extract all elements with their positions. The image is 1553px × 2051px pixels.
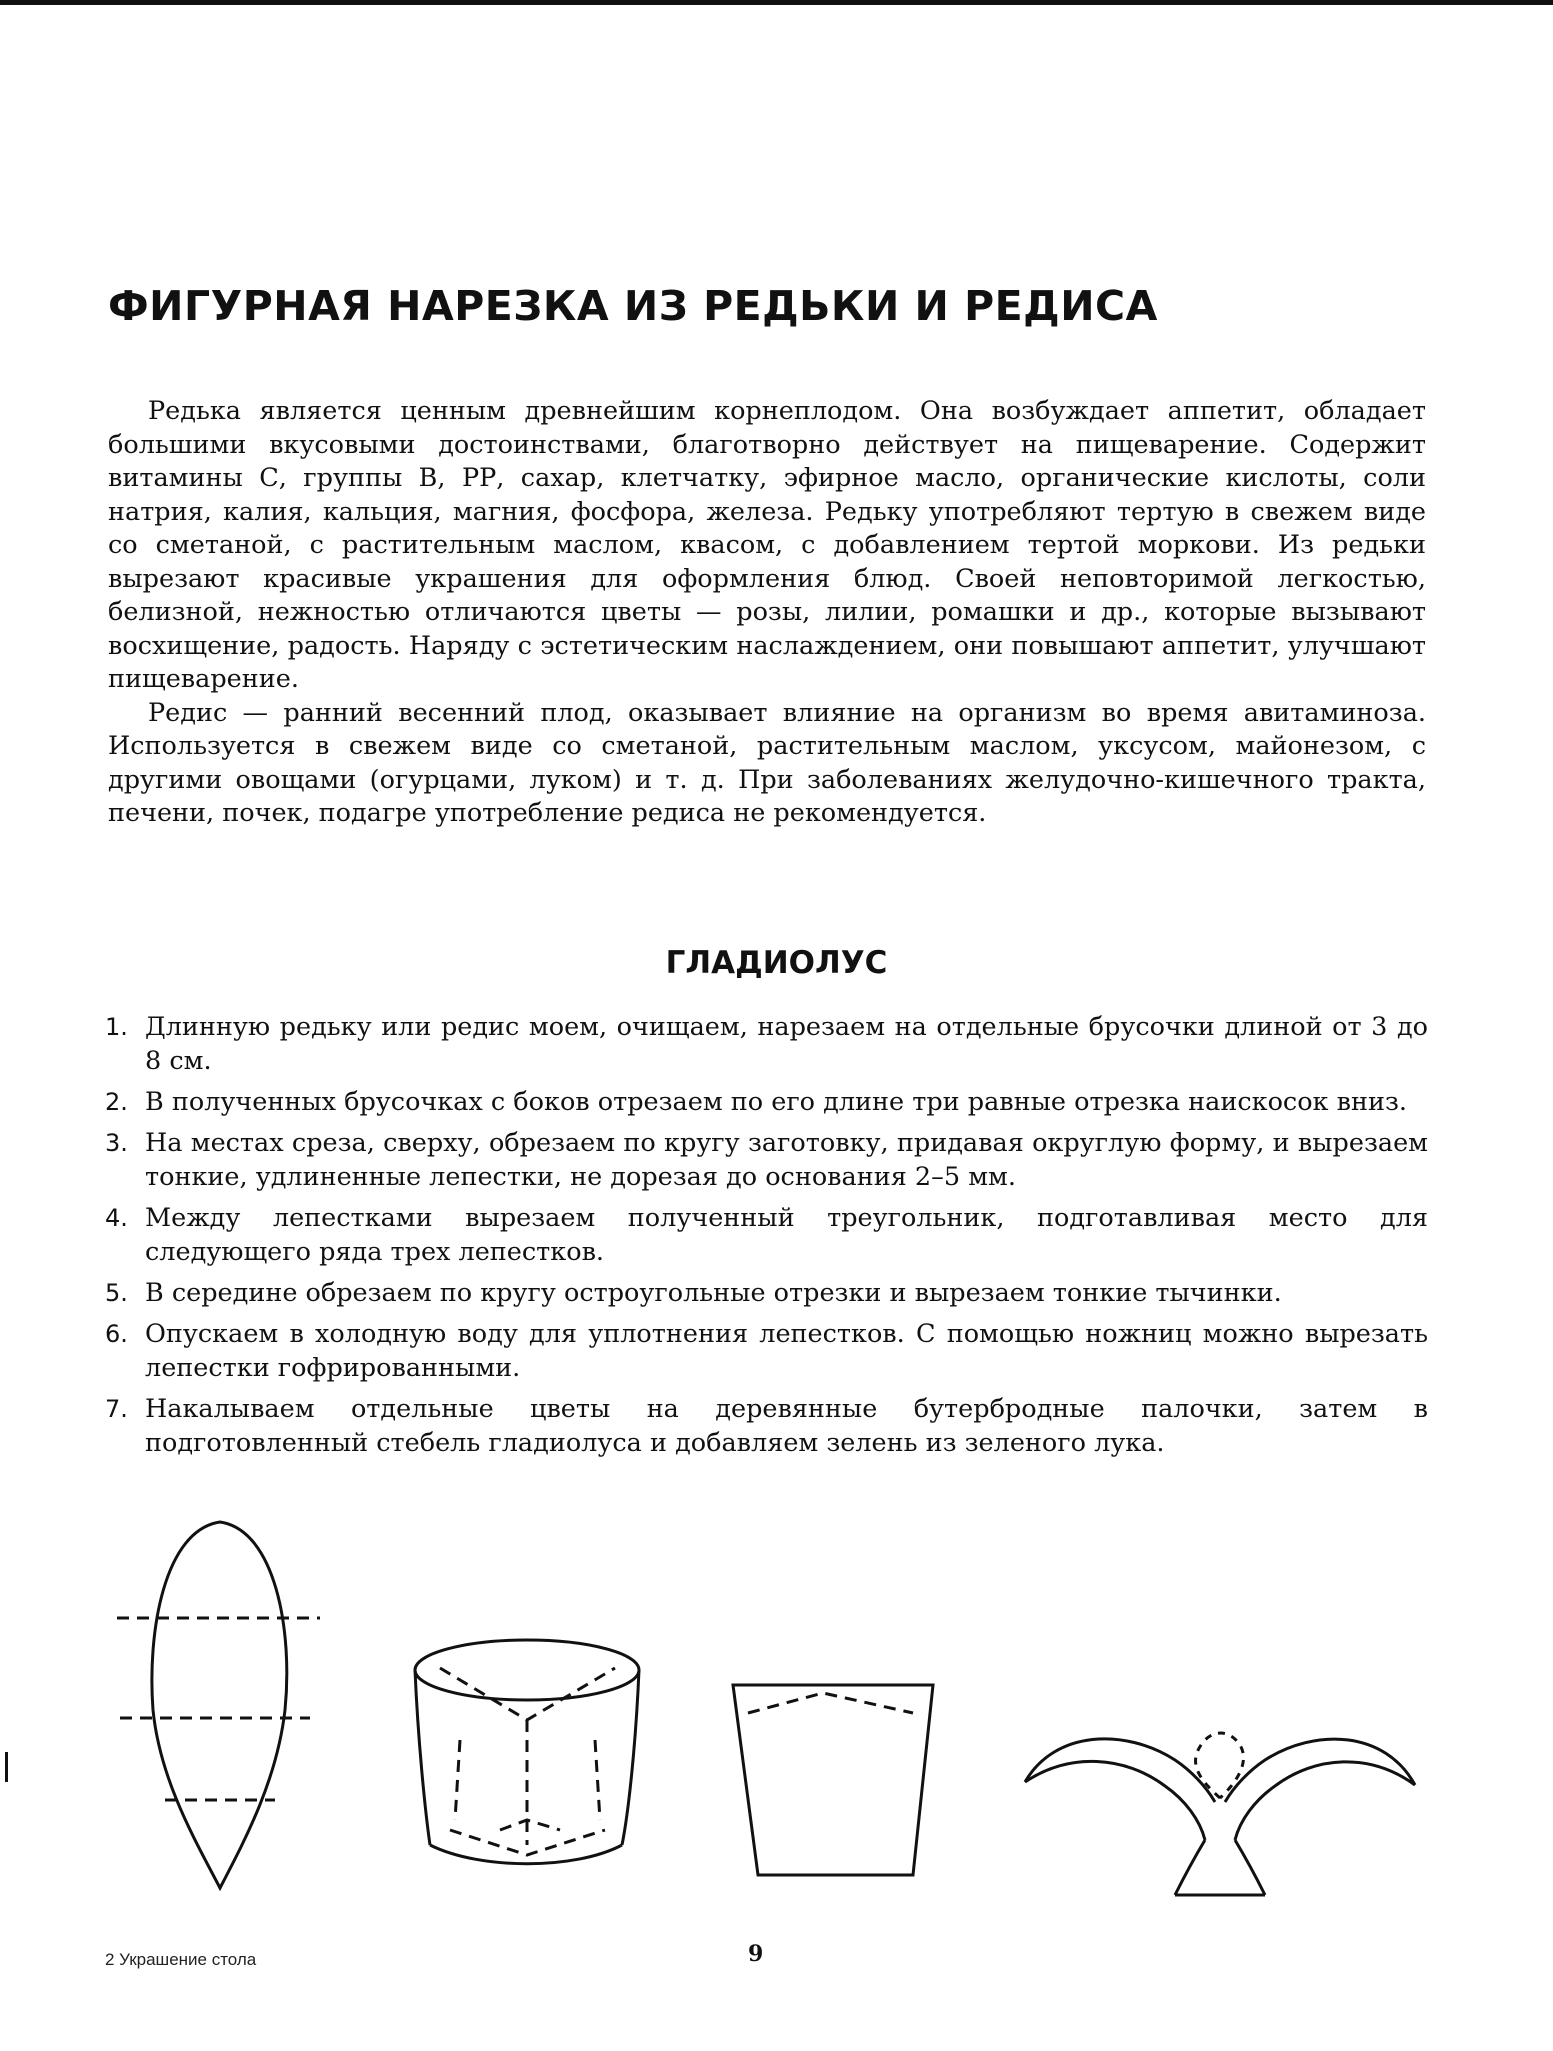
cylinder-top-ellipse	[415, 1640, 639, 1700]
trapezoid-top-dashes	[748, 1693, 913, 1713]
cylinder-bottom	[430, 1845, 622, 1864]
step-number: 7.	[105, 1395, 128, 1423]
step-item	[105, 1010, 1428, 1078]
step-text: Длинную редьку или редис моем, очищаем, нарезаем на отдельные брусочки длиной от 3 до 8 см.	[145, 1012, 1428, 1076]
steps-list	[105, 1010, 1428, 1467]
intro-text	[108, 395, 1426, 831]
step-number: 1.	[105, 1013, 128, 1041]
step-item	[105, 1085, 1428, 1119]
step-number: 6.	[105, 1320, 128, 1348]
step-text: На местах среза, сверху, обрезаем по кругу заготовку, придавая округлую форму, и вырезаем тонкие, удлиненные лепестки, не дорезая до основания 2–5 мм.	[145, 1128, 1428, 1192]
section-title-gladiolus: ГЛАДИОЛУС	[665, 945, 888, 981]
step-item	[105, 1201, 1428, 1269]
step-item	[105, 1276, 1428, 1310]
step-text: Между лепестками вырезаем полученный треугольник, подготавливая место для следующего ряда трех лепестков.	[145, 1203, 1428, 1267]
petal-right-inner	[1235, 1762, 1415, 1840]
page-title: ФИГУРНАЯ НАРЕЗКА ИЗ РЕДЬКИ И РЕДИСА	[108, 282, 1158, 330]
cylinder-side-right	[622, 1670, 639, 1845]
center-petal-dashes	[1196, 1733, 1244, 1798]
step-item	[105, 1126, 1428, 1194]
petal-left	[1025, 1739, 1215, 1802]
cylinder-blank-figure	[400, 1630, 655, 1880]
step-number: 5.	[105, 1279, 128, 1307]
page-number: 9	[748, 1941, 764, 1967]
step-number: 2.	[105, 1088, 128, 1116]
intro-paragraph-radish: Редька является ценным древнейшим корнеплодом. Она возбуждает аппетит, обладает большими вкусовыми достоинствами, благотворно действует на пищеварение. Содержит витамины С, группы В, РР, сахар, клетчатку, эфирное масло, органические кислоты, соли натрия, калия, кальция, магния, фосфора, железа. Редьку употребляют тертую в свежем виде со сметаной, с растительным маслом, квасом, с добавлением тертой моркови. Из редьки вырезают красивые украшения для оформления блюд. Своей неповторимой легкостью, белизной, нежностью отличаются цветы — розы, лилии, ромашки и др., которые вызывают восхищение, радость. Наряду с эстетическим наслаждением, они повышают аппетит, улучшают пищеварение.	[108, 396, 1426, 694]
petal-left-inner	[1025, 1761, 1205, 1840]
step-text: В полученных брусочках с боков отрезаем по его длине три равные отрезка наискосок вниз.	[145, 1087, 1407, 1117]
intro-paragraph-radis: Редис — ранний весенний плод, оказывает влияние на организм во время авитаминоза. Используется в свежем виде со сметаной, растительным маслом, уксусом, майонезом, с другими овощами (огурцами, луком) и т. д. При заболеваниях желудочно-кишечного тракта, печени, почек, подагре употребление редиса не рекомендуется.	[108, 697, 1426, 828]
top-border-rule	[0, 0, 1553, 5]
step-text: В середине обрезаем по кругу остроугольные отрезки и вырезаем тонкие тычинки.	[145, 1278, 1282, 1308]
step-item	[105, 1317, 1428, 1385]
step-number: 3.	[105, 1129, 128, 1157]
cylinder-side-left	[415, 1670, 430, 1845]
step-item	[105, 1392, 1428, 1460]
step-text: Накалываем отдельные цветы на деревянные бутербродные палочки, затем в подготовленный стебель гладиолуса и добавляем зелень из зеленого лука.	[145, 1394, 1428, 1458]
illustrations-row	[0, 1510, 1553, 1930]
step-text: Опускаем в холодную воду для уплотнения лепестков. С помощью ножниц можно вырезать лепестки гофрированными.	[145, 1319, 1428, 1383]
step-number: 4.	[105, 1204, 128, 1232]
trapezoid-outline	[733, 1685, 933, 1875]
radish-outline	[152, 1522, 287, 1888]
radish-outline-figure	[105, 1510, 335, 1900]
trapezoid-blank-figure	[728, 1675, 938, 1890]
footer-section-label: 2 Украшение стола	[105, 1950, 257, 1969]
petals-figure	[1015, 1690, 1425, 1900]
petals-base	[1175, 1840, 1265, 1895]
